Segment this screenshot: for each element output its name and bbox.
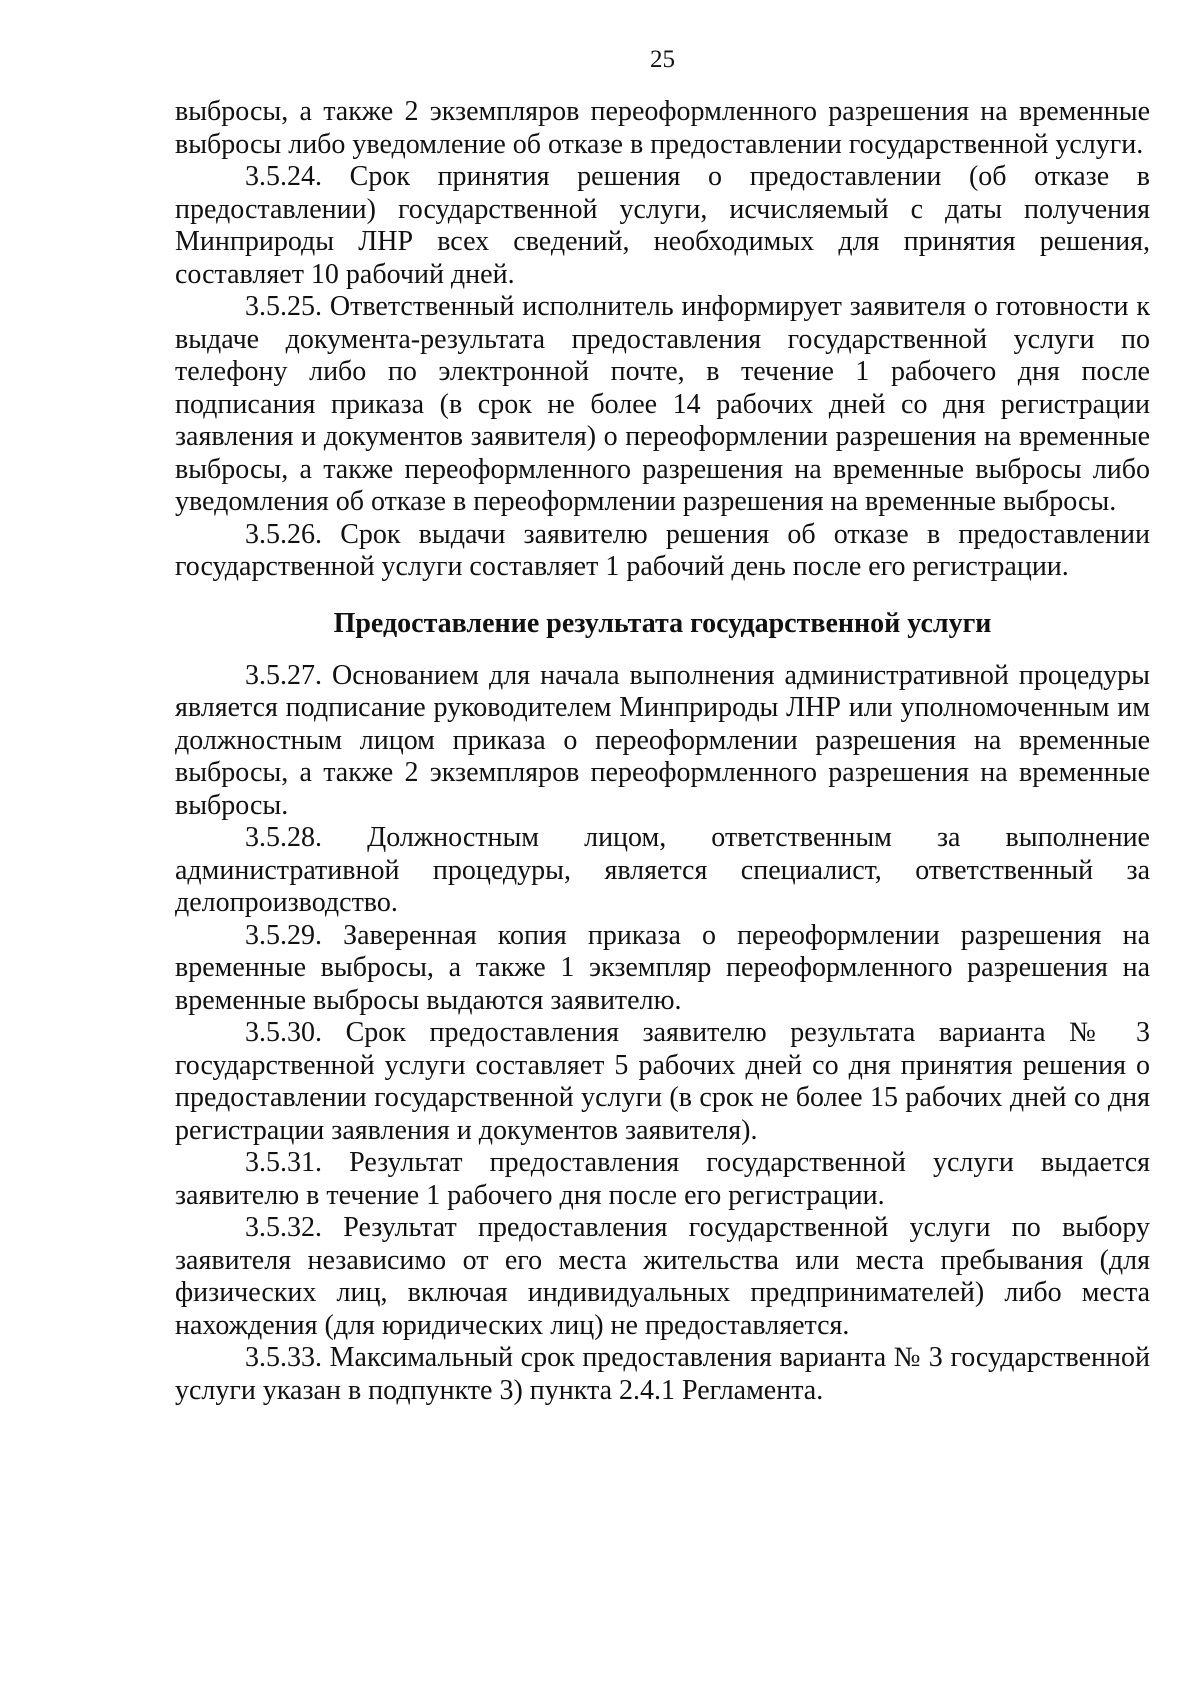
section-heading: Предоставление результата государственной услуги — [333, 607, 992, 639]
paragraph-3-5-27: 3.5.27. Основанием для начала выполнения административной процедуры является подписание руководителем Минприроды ЛНР или уполномоченным им должностным лицом приказа о переоформлении разрешения на временные выбросы, а также 2 экземпляров переоформленного разрешения на временные выбросы. — [175, 659, 1150, 821]
paragraph-3-5-25: 3.5.25. Ответственный исполнитель информирует заявителя о готовности к выдаче документа-результата предоставления государственной услуги по телефону либо по электронной почте, в течение 1 рабочего дня после подписания приказа (в срок не более 14 рабочих дней со дня регистрации заявления и документов заявителя) о переоформлении разрешения на временные выбросы, а также переоформленного разрешения на временные выбросы либо уведомления об отказе в переоформлении разрешения на временные выбросы. — [175, 291, 1150, 517]
paragraph-3-5-30: 3.5.30. Срок предоставления заявителю результата варианта № 3 государственной услуги составляет 5 рабочих дней со дня принятия решения о предоставлении государственной услуги (в срок не более 15 рабочих дней со дня регистрации заявления и документов заявителя). — [175, 1017, 1150, 1146]
paragraph-3-5-26: 3.5.26. Срок выдачи заявителю решения об отказе в предоставлении государственной услуги составляет 1 рабочий день после его регистрации. — [175, 518, 1150, 582]
paragraph-3-5-29: 3.5.29. Заверенная копия приказа о переоформлении разрешения на временные выбросы, а также 1 экземпляр переоформленного разрешения на временные выбросы выдаются заявителю. — [175, 919, 1150, 1016]
paragraph-3-5-24: 3.5.24. Срок принятия решения о предоставлении (об отказе в предоставлении) государственной услуги, исчисляемый с даты получения Минприроды ЛНР всех сведений, необходимых для принятия решения, составляет 10 рабочий дней. — [175, 161, 1150, 290]
paragraph-3-5-33: 3.5.33. Максимальный срок предоставления варианта № 3 государственной услуги указан в подпункте 3) пункта 2.4.1 Регламента. — [175, 1342, 1150, 1406]
document-page — [175, 44, 1150, 1407]
paragraph-3-5-28: 3.5.28. Должностным лицом, ответственным за выполнение административной процедуры, является специалист, ответственный за делопроизводство. — [175, 822, 1150, 918]
paragraph-3-5-31: 3.5.31. Результат предоставления государственной услуги выдается заявителю в течение 1 рабочего дня после его регистрации. — [175, 1147, 1150, 1211]
page-number: 25 — [650, 46, 675, 73]
paragraph-continuation: выбросы, а также 2 экземпляров переоформленного разрешения на временные выбросы либо уведомление об отказе в предоставлении государственной услуги. — [175, 96, 1150, 160]
paragraph-3-5-32: 3.5.32. Результат предоставления государственной услуги по выбору заявителя независимо от его места жительства или места пребывания (для физических лиц, включая индивидуальных предпринимателей) либо места нахождения (для юридических лиц) не предоставляется. — [175, 1212, 1150, 1341]
